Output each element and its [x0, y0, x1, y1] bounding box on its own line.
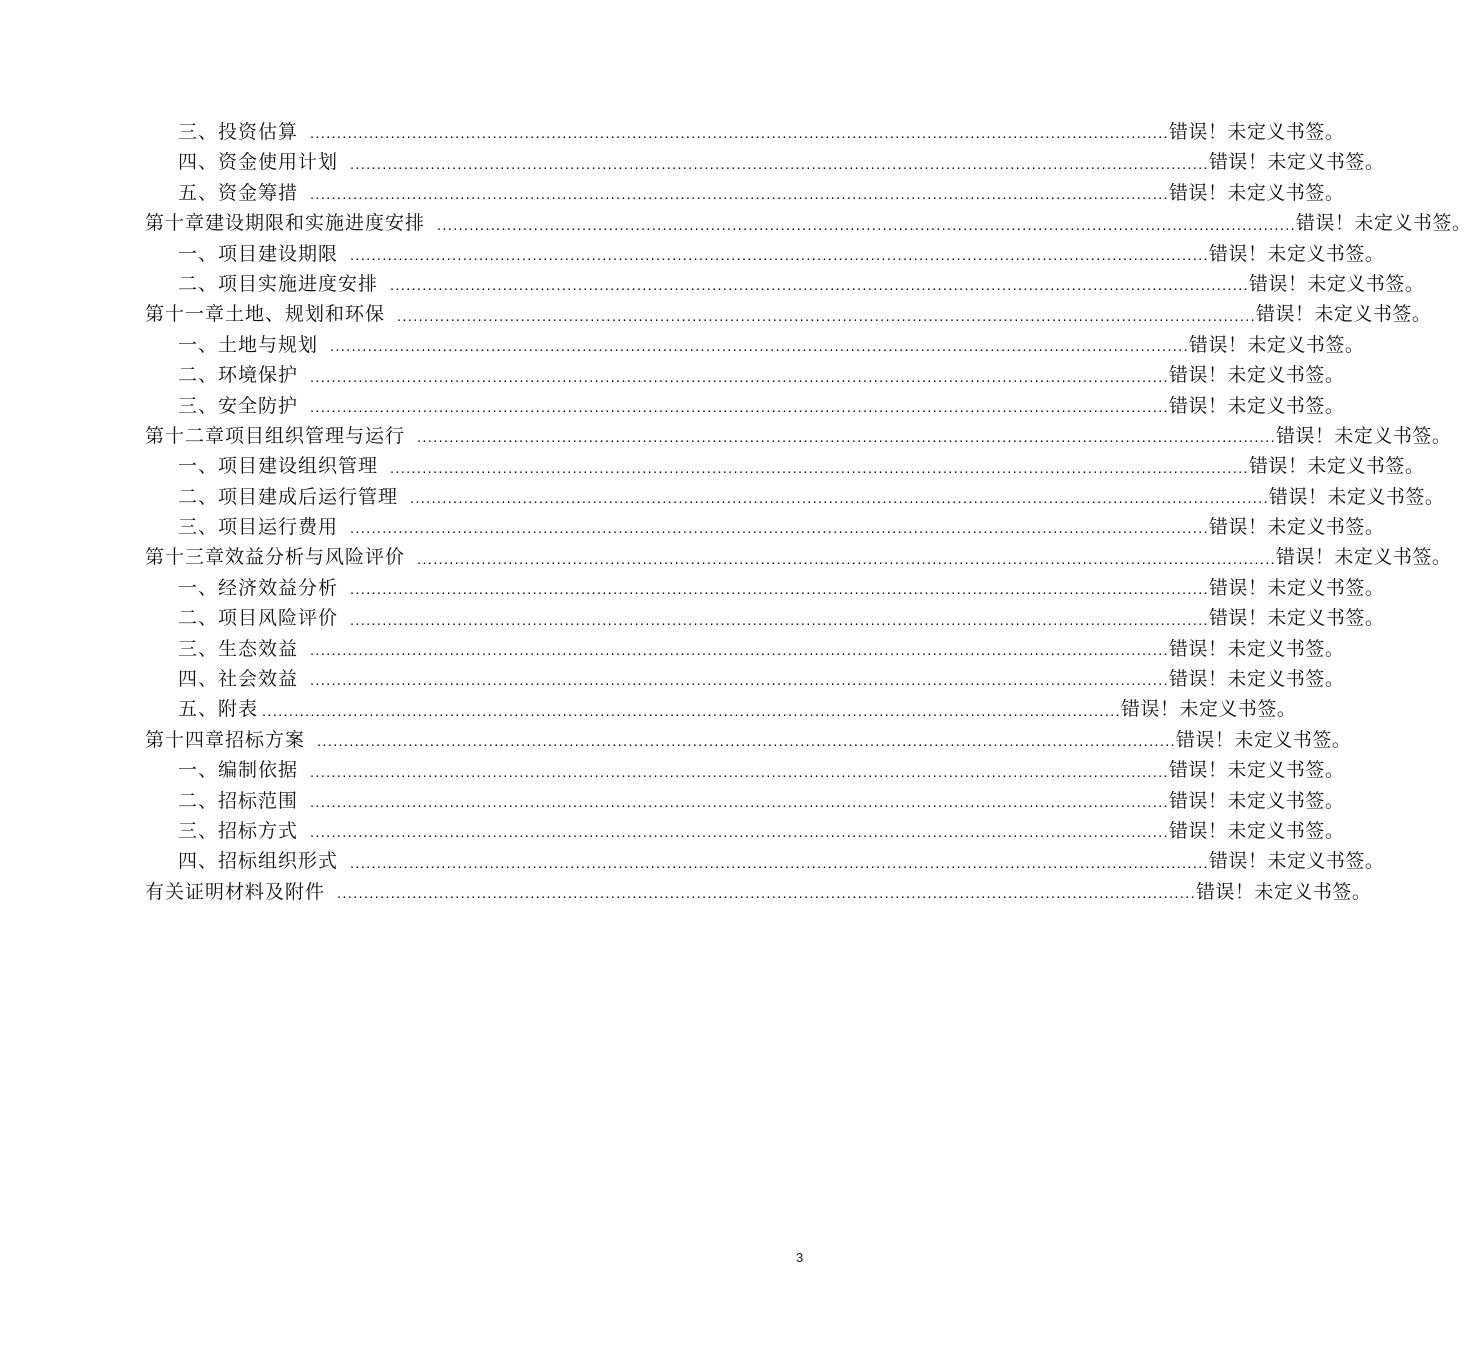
toc-dot-leader: ................................................................................................................................................................: [262, 702, 1121, 720]
toc-dot-leader: ................................................................................................................................................................: [310, 793, 1169, 811]
toc-entry[interactable]: [145, 694, 1297, 724]
toc-dot-leader: ................................................................................................................................................................: [390, 459, 1249, 477]
toc-dot-leader: ................................................................................................................................................................: [317, 733, 1176, 751]
toc-dot-leader: ................................................................................................................................................................: [310, 672, 1169, 690]
toc-dot-leader: ................................................................................................................................................................: [397, 307, 1256, 325]
toc-entry-title: 二、项目实施进度安排: [178, 272, 379, 295]
table-of-contents: [145, 117, 1471, 907]
toc-entry[interactable]: [145, 239, 1385, 269]
toc-entry[interactable]: [145, 482, 1445, 512]
toc-entry-title: 四、社会效益: [178, 668, 299, 691]
toc-entry[interactable]: [145, 603, 1385, 633]
toc-entry-page: 错误！未定义书签。: [1168, 120, 1345, 143]
toc-entry-title: 第十一章土地、规划和环保: [145, 303, 386, 326]
toc-entry-page: 错误！未定义书签。: [1168, 181, 1345, 204]
toc-entry-page: 错误！未定义书签。: [1188, 333, 1365, 356]
toc-entry-title: 二、项目建成后运行管理: [178, 485, 399, 508]
toc-entry-page: 错误！未定义书签。: [1208, 850, 1385, 873]
toc-entry-page: 错误！未定义书签。: [1275, 546, 1452, 569]
toc-entry[interactable]: [145, 877, 1372, 907]
toc-entry[interactable]: [145, 512, 1385, 542]
toc-dot-leader: ................................................................................................................................................................: [337, 885, 1196, 903]
toc-entry-title: 一、项目建设组织管理: [178, 455, 379, 478]
toc-dot-leader: ................................................................................................................................................................: [350, 246, 1209, 264]
toc-dot-leader: ................................................................................................................................................................: [310, 398, 1169, 416]
toc-dot-leader: ................................................................................................................................................................: [310, 186, 1169, 204]
toc-entry-title: 三、生态效益: [178, 637, 299, 660]
toc-entry-title: 五、附表: [178, 698, 259, 721]
toc-entry[interactable]: [145, 725, 1352, 755]
toc-entry-page: 错误！未定义书签。: [1168, 637, 1345, 660]
toc-entry-page: 错误！未定义书签。: [1275, 424, 1452, 447]
toc-dot-leader: ................................................................................................................................................................: [330, 338, 1189, 356]
toc-entry-page: 错误！未定义书签。: [1168, 394, 1345, 417]
toc-entry-title: 三、招标方式: [178, 819, 299, 842]
toc-dot-leader: ................................................................................................................................................................: [310, 125, 1169, 143]
toc-entry[interactable]: [145, 208, 1471, 238]
toc-entry[interactable]: [145, 846, 1385, 876]
toc-entry-page: 错误！未定义书签。: [1120, 698, 1297, 721]
toc-dot-leader: ................................................................................................................................................................: [310, 368, 1169, 386]
toc-entry-page: 错误！未定义书签。: [1168, 364, 1345, 387]
toc-entry-title: 四、招标组织形式: [178, 850, 339, 873]
toc-entry[interactable]: [145, 299, 1432, 329]
toc-entry-title: 二、环境保护: [178, 364, 299, 387]
toc-entry-page: 错误！未定义书签。: [1168, 759, 1345, 782]
toc-entry[interactable]: [145, 664, 1345, 694]
toc-entry-title: 五、资金筹措: [178, 181, 299, 204]
toc-dot-leader: ................................................................................................................................................................: [350, 581, 1209, 599]
toc-entry[interactable]: [145, 755, 1345, 785]
toc-entry-title: 有关证明材料及附件: [145, 880, 326, 903]
toc-entry[interactable]: [145, 542, 1452, 572]
toc-entry-title: 第十二章项目组织管理与运行: [145, 424, 406, 447]
toc-dot-leader: ................................................................................................................................................................: [410, 490, 1269, 508]
toc-entry-page: 错误！未定义书签。: [1195, 880, 1372, 903]
toc-entry-title: 三、投资估算: [178, 120, 299, 143]
toc-dot-leader: ................................................................................................................................................................: [310, 763, 1169, 781]
toc-entry-title: 二、招标范围: [178, 789, 299, 812]
toc-entry-title: 一、编制依据: [178, 759, 299, 782]
toc-entry[interactable]: [145, 269, 1425, 299]
toc-dot-leader: ................................................................................................................................................................: [350, 611, 1209, 629]
toc-entry[interactable]: [145, 117, 1345, 147]
toc-entry-page: 错误！未定义书签。: [1208, 576, 1385, 599]
toc-entry-page: 错误！未定义书签。: [1168, 789, 1345, 812]
toc-entry-title: 一、经济效益分析: [178, 576, 339, 599]
toc-entry-title: 第十四章招标方案: [145, 728, 306, 751]
toc-entry[interactable]: [145, 573, 1385, 603]
toc-entry[interactable]: [145, 178, 1345, 208]
toc-dot-leader: ................................................................................................................................................................: [417, 550, 1276, 568]
toc-dot-leader: ................................................................................................................................................................: [350, 854, 1209, 872]
toc-entry-title: 一、项目建设期限: [178, 242, 339, 265]
toc-dot-leader: ................................................................................................................................................................: [390, 277, 1249, 295]
toc-entry[interactable]: [145, 816, 1345, 846]
toc-entry-page: 错误！未定义书签。: [1268, 485, 1445, 508]
toc-entry-page: 错误！未定义书签。: [1248, 272, 1425, 295]
toc-entry-title: 四、资金使用计划: [178, 151, 339, 174]
toc-entry-title: 三、安全防护: [178, 394, 299, 417]
toc-entry-page: 错误！未定义书签。: [1208, 516, 1385, 539]
toc-entry-page: 错误！未定义书签。: [1168, 668, 1345, 691]
toc-entry-title: 二、项目风险评价: [178, 607, 339, 630]
page-number: 3: [796, 1250, 804, 1265]
toc-entry-page: 错误！未定义书签。: [1255, 303, 1432, 326]
toc-entry[interactable]: [145, 451, 1425, 481]
toc-entry[interactable]: [145, 147, 1385, 177]
toc-entry[interactable]: [145, 391, 1345, 421]
toc-dot-leader: ................................................................................................................................................................: [350, 155, 1209, 173]
toc-entry-page: 错误！未定义书签。: [1208, 242, 1385, 265]
toc-entry-title: 三、项目运行费用: [178, 516, 339, 539]
toc-entry[interactable]: [145, 330, 1365, 360]
toc-dot-leader: ................................................................................................................................................................: [310, 824, 1169, 842]
toc-entry[interactable]: [145, 786, 1345, 816]
toc-entry-page: 错误！未定义书签。: [1208, 151, 1385, 174]
toc-entry-title: 第十三章效益分析与风险评价: [145, 546, 406, 569]
toc-entry-title: 第十章建设期限和实施进度安排: [145, 212, 426, 235]
toc-entry[interactable]: [145, 634, 1345, 664]
toc-dot-leader: ................................................................................................................................................................: [310, 642, 1169, 660]
toc-dot-leader: ................................................................................................................................................................: [350, 520, 1209, 538]
toc-entry-page: 错误！未定义书签。: [1175, 728, 1352, 751]
toc-entry[interactable]: [145, 421, 1452, 451]
toc-entry-page: 错误！未定义书签。: [1168, 819, 1345, 842]
toc-entry-page: 错误！未定义书签。: [1208, 607, 1385, 630]
toc-entry-page: 错误！未定义书签。: [1295, 212, 1471, 235]
toc-entry-page: 错误！未定义书签。: [1248, 455, 1425, 478]
toc-entry-title: 一、土地与规划: [178, 333, 319, 356]
toc-dot-leader: ................................................................................................................................................................: [437, 216, 1296, 234]
toc-entry[interactable]: [145, 360, 1345, 390]
toc-dot-leader: ................................................................................................................................................................: [417, 429, 1276, 447]
